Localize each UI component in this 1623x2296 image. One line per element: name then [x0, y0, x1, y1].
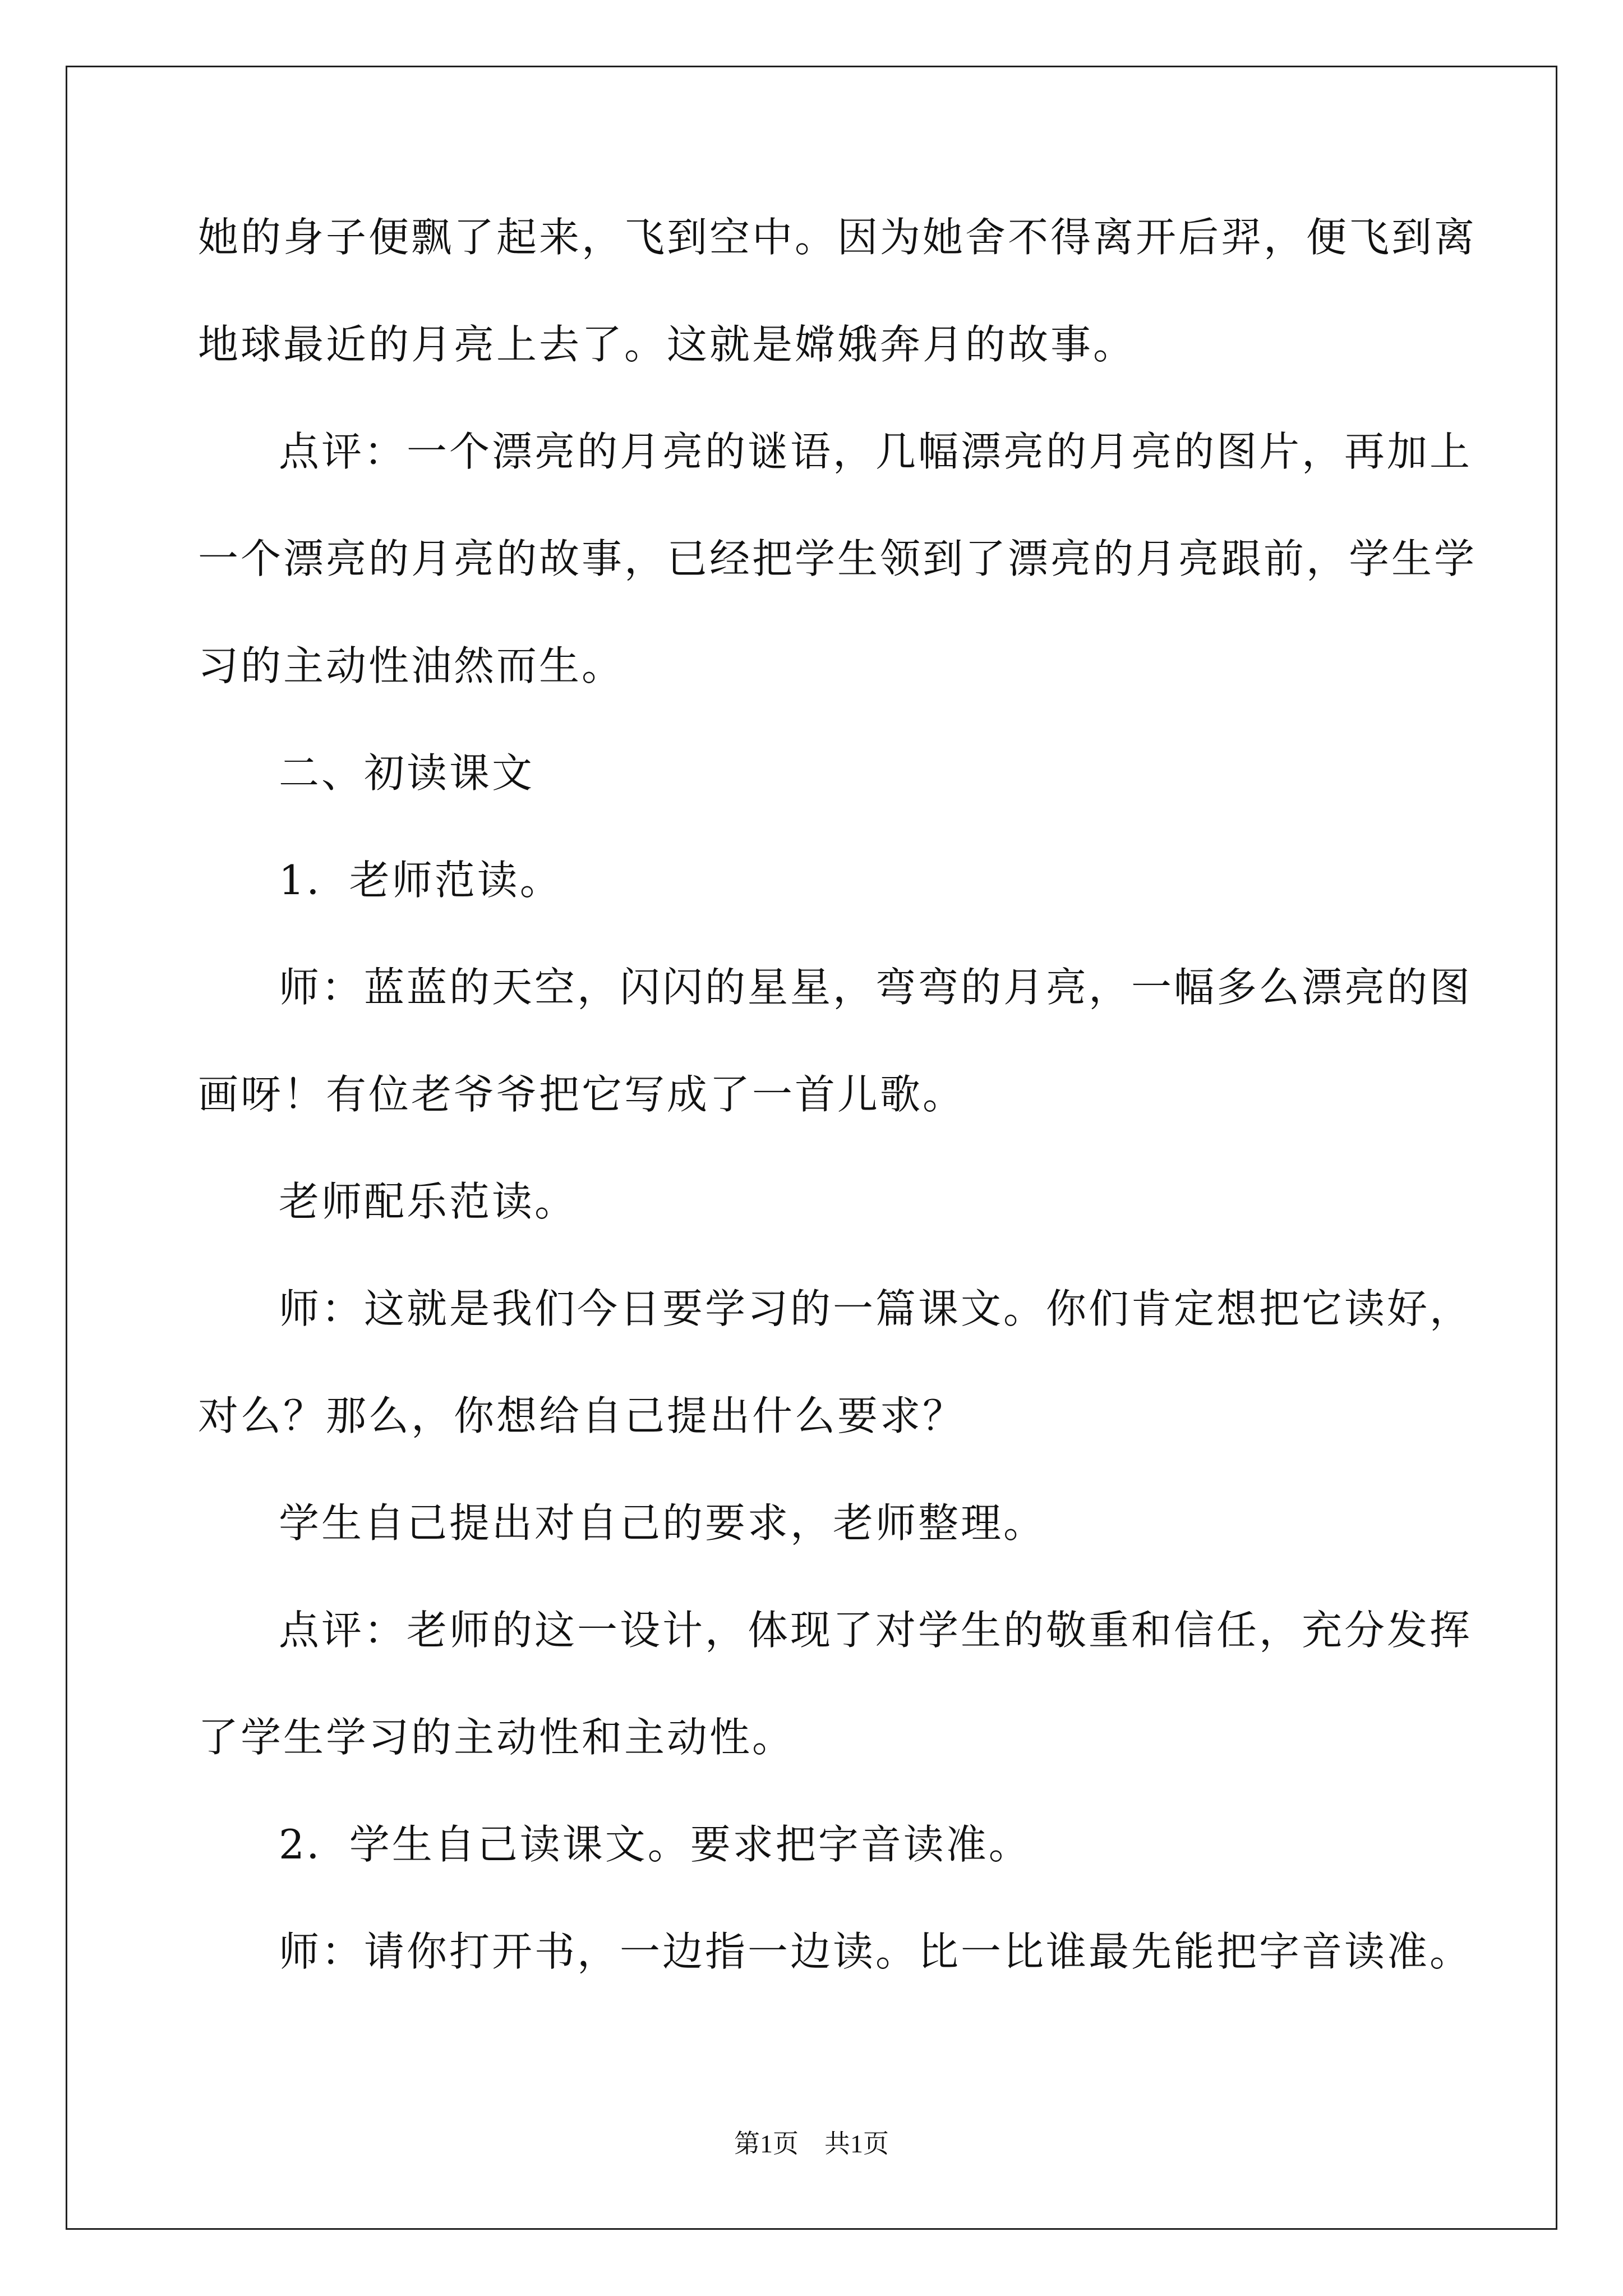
section-heading: 二、初读课文	[279, 749, 535, 797]
text-line: 了学生学习的主动性和主动性。	[198, 1714, 795, 1761]
text-line: 学生自己提出对自己的要求，老师整理。	[279, 1499, 1046, 1547]
text-line: 点评：老师的这一设计，体现了对学生的敬重和信任，充分发挥	[279, 1607, 1473, 1654]
text-line: 点评：一个漂亮的月亮的谜语，几幅漂亮的月亮的图片，再加上	[279, 428, 1473, 475]
page-number-footer: 第1页 共1页	[734, 2129, 889, 2158]
page-border	[66, 66, 1557, 2230]
text-line: 师：请你打开书，一边指一边读。比一比谁最先能把字音读准。	[279, 1928, 1473, 1975]
text-line: 一个漂亮的月亮的故事，已经把学生领到了漂亮的月亮跟前，学生学	[198, 535, 1477, 582]
text-line: 对么？那么，你想给自己提出什么要求？	[198, 1392, 966, 1439]
text-line: 地球最近的月亮上去了。这就是嫦娥奔月的故事。	[198, 321, 1136, 368]
text-line: 老师配乐范读。	[279, 1178, 578, 1225]
text-line: 画呀！有位老爷爷把它写成了一首儿歌。	[198, 1071, 966, 1118]
text-line: 她的身子便飘了起来，飞到空中。因为她舍不得离开后羿，便飞到离	[198, 214, 1477, 261]
text-line: 2．学生自己读课文。要求把字音读准。	[279, 1821, 1031, 1868]
text-line: 师：蓝蓝的天空，闪闪的星星，弯弯的月亮，一幅多么漂亮的图	[279, 964, 1473, 1011]
text-line: 师：这就是我们今日要学习的一篇课文。你们肯定想把它读好，	[279, 1285, 1473, 1332]
text-line: 1．老师范读。	[279, 857, 562, 904]
text-line: 习的主动性油然而生。	[198, 642, 625, 689]
